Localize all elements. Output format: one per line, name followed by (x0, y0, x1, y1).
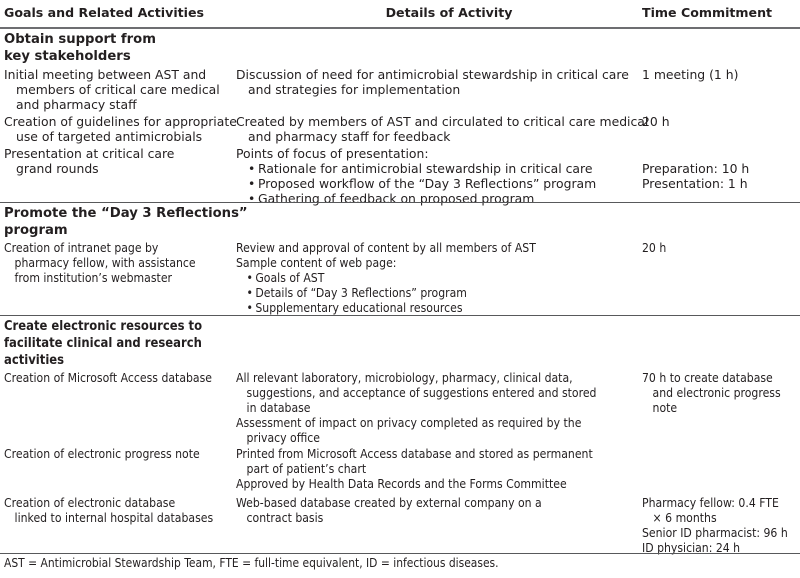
text-line: All relevant laboratory, microbiology, pharmacy, clinical data, (236, 370, 573, 385)
details-access-database (236, 370, 596, 445)
section-title-promote-program (4, 205, 248, 239)
time-electronic-database (642, 495, 788, 555)
text-line: Points of focus of presentation: (236, 146, 429, 161)
text-line: Creation of electronic database (4, 495, 176, 510)
details-electronic-database (236, 495, 542, 525)
details-intranet-page (236, 240, 536, 315)
bullet-item: • Supplementary educational resources (236, 300, 536, 315)
table-bottom-rule (0, 553, 800, 554)
text-line: Initial meeting between AST and (4, 67, 207, 82)
time-initial-meeting (642, 67, 738, 82)
text-line: Web-based database created by external company on a (236, 495, 542, 510)
text-line: Creation of guidelines for appropriate (4, 114, 237, 129)
text-line: ID physician: 24 h (642, 540, 741, 555)
text-line: and strategies for implementation (248, 82, 461, 97)
section-title-line: Obtain support from (4, 32, 156, 47)
text-line: note (652, 400, 678, 415)
column-header-time: Time Commitment (642, 5, 773, 20)
text-line: Review and approval of content by all members of AST (236, 240, 536, 255)
text-line: Preparation: 10 h (642, 161, 750, 176)
bullet-item: • Rationale for antimicrobial stewardship in critical care (236, 161, 596, 176)
section-title-line: facilitate clinical and research (4, 336, 202, 351)
details-presentation (236, 146, 596, 206)
text-line: part of patient’s chart (246, 461, 367, 476)
text-line: × 6 months (652, 510, 717, 525)
text-line: Creation of Microsoft Access database (4, 370, 213, 385)
text-line: 20 h (642, 240, 667, 255)
time-access-database (642, 370, 781, 415)
text-line: and pharmacy staff (16, 97, 137, 112)
text-line: Created by members of AST and circulated to critical care medical (236, 114, 649, 129)
activity-electronic-database (4, 495, 213, 525)
text-line: privacy office (246, 430, 320, 445)
time-guidelines (642, 114, 670, 129)
text-line: Approved by Health Data Records and the Forms Committee (236, 476, 567, 491)
bullet-item: • Details of “Day 3 Reflections” program (236, 285, 536, 300)
activity-presentation (4, 146, 174, 176)
section-divider (0, 202, 800, 203)
details-progress-note (236, 446, 593, 491)
bullet-item: • Gathering of feedback on proposed program (236, 191, 596, 206)
details-initial-meeting (236, 67, 629, 97)
activity-access-database (4, 370, 212, 385)
activity-initial-meeting (4, 67, 220, 112)
text-line: Presentation at critical care (4, 146, 175, 161)
text-line: and electronic progress (652, 385, 781, 400)
text-line: Assessment of impact on privacy completed as required by the (236, 415, 582, 430)
bullet-item: • Proposed workflow of the “Day 3 Reflections” program (236, 176, 596, 191)
activity-progress-note (4, 446, 200, 461)
text-line: Presentation: 1 h (642, 176, 748, 191)
text-line: Printed from Microsoft Access database and stored as permanent (236, 446, 593, 461)
text-line: Sample content of web page: (236, 255, 397, 270)
text-line: pharmacy fellow, with assistance (14, 255, 196, 270)
section-title-line: activities (4, 353, 65, 368)
text-line: 20 h (642, 114, 670, 129)
text-line: Senior ID pharmacist: 96 h (642, 525, 788, 540)
details-guidelines (236, 114, 648, 144)
text-line: 70 h to create database (642, 370, 773, 385)
text-line: in database (246, 400, 311, 415)
time-intranet-page (642, 240, 666, 255)
text-line: contract basis (246, 510, 324, 525)
text-line: and pharmacy staff for feedback (248, 129, 451, 144)
text-line: 1 meeting (1 h) (642, 67, 739, 82)
activity-guidelines (4, 114, 237, 144)
section-divider (0, 315, 800, 316)
text-line: grand rounds (16, 161, 99, 176)
text-line: linked to internal hospital databases (14, 510, 214, 525)
section-title-line: Promote the “Day 3 Reflections” (4, 206, 248, 221)
activity-intranet-page (4, 240, 196, 285)
footnote: AST = Antimicrobial Stewardship Team, FTE = full-time equivalent, ID = infectious diseases. (4, 556, 499, 570)
section-title-line: Create electronic resources to (4, 319, 203, 334)
text-line: from institution’s webmaster (14, 270, 173, 285)
section-title-line: key stakeholders (4, 49, 131, 64)
bullet-item: • Goals of AST (236, 270, 536, 285)
table-header-row (0, 0, 800, 29)
column-header-goals: Goals and Related Activities (4, 5, 205, 20)
text-line: Discussion of need for antimicrobial stewardship in critical care (236, 67, 629, 82)
text-line: members of critical care medical (16, 82, 220, 97)
time-presentation (642, 161, 749, 191)
text-line: Pharmacy fellow: 0.4 FTE (642, 495, 779, 510)
text-line: Creation of intranet page by (4, 240, 159, 255)
section-title-electronic-resources (4, 318, 202, 369)
column-header-details: Details of Activity (385, 5, 513, 20)
section-title-obtain-support (4, 31, 156, 65)
text-line: suggestions, and acceptance of suggestions entered and stored (246, 385, 597, 400)
text-line: Creation of electronic progress note (4, 446, 200, 461)
section-title-line: program (4, 223, 68, 238)
text-line: use of targeted antimicrobials (16, 129, 203, 144)
